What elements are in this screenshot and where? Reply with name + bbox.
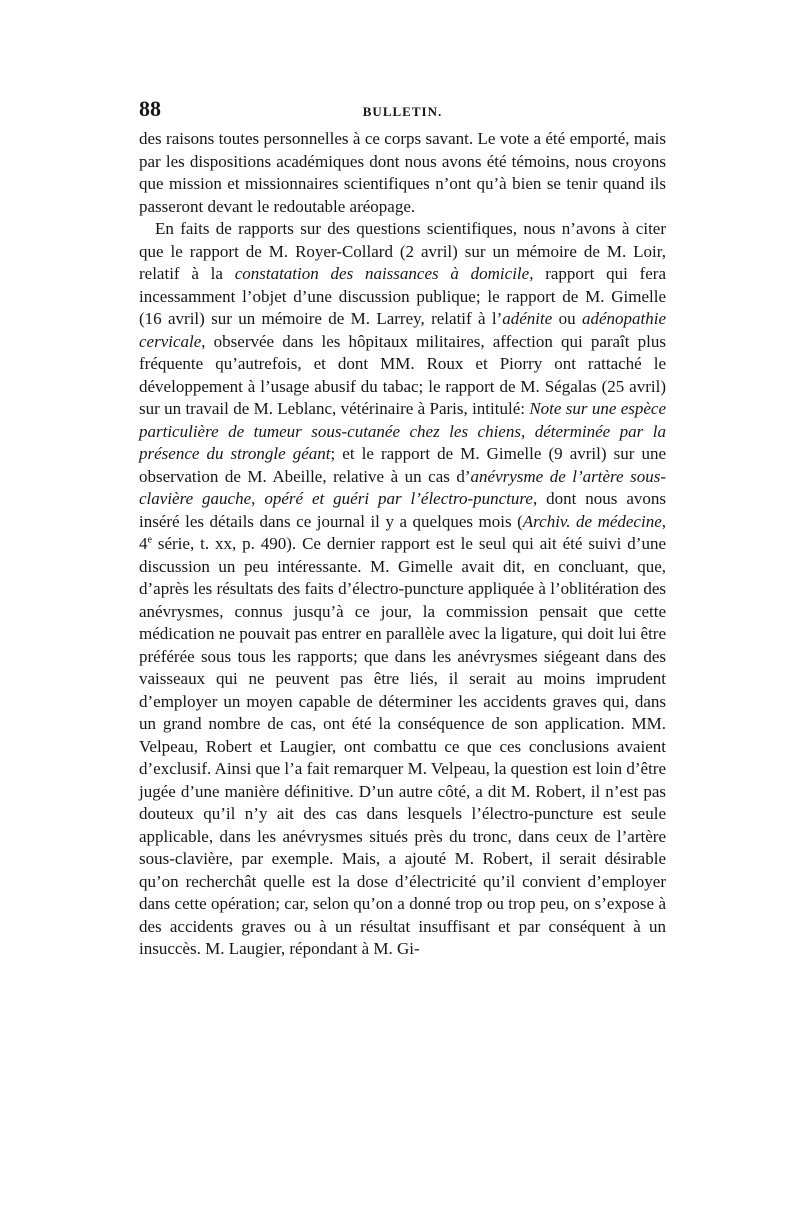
italic-text: adénite bbox=[502, 309, 553, 328]
body-text bbox=[139, 128, 666, 961]
text-run: ; et le rapport de M. Gimelle (9 avril) sur une observation de M. Abeille, relative à un cas d’ bbox=[139, 444, 666, 486]
text-run: des raisons toutes personnelles à ce corps savant. Le vote a été emporté, mais par les dispositions académiques dont nous avons été témoins, nous croyons que mission et missionnaires scientifiques n’ont qu’à bien se tenir quand ils passeront devant le redoutable aréopage. bbox=[139, 129, 666, 216]
paragraph bbox=[139, 128, 666, 218]
superscript-text: e bbox=[147, 534, 152, 546]
italic-text: Archiv. de médecine bbox=[522, 511, 662, 531]
italic-text: adénopathie cervicale bbox=[139, 309, 667, 351]
text-run: , dont nous avons inséré les détails dans ce journal il y a quelques mois ( bbox=[139, 489, 667, 531]
italic-text: anévrysme de l’artère sous-clavière gauche, opéré et guéri par l’électro-puncture bbox=[139, 466, 666, 508]
running-title: BULLETIN. bbox=[362, 104, 443, 119]
paragraph bbox=[139, 218, 666, 961]
text-run: , 4 bbox=[139, 511, 666, 553]
book-page bbox=[139, 96, 666, 961]
page-header bbox=[139, 96, 666, 126]
text-run: série, t. xx, p. 490). Ce dernier rapport est le seul qui ait été suivi d’une discussion un peu intéressante. M. Gimelle avait dit, en concluant, que, d’après les résultats des faits d’électro-puncture appliquée à l’oblitération des anévrysmes, connus jusqu’à ce jour, la commission pensait que cette médication ne pouvait pas entrer en parallèle avec la ligature, qui doit lui être préférée sous tous les rapports; que dans les anévrysmes siégeant dans des vaisseaux qui ne peuvent pas être liés, il serait au moins imprudent d’employer un moyen capable de déterminer les accidents graves qui, dans un grand nombre de cas, ont été la conséquence de son application. MM. Velpeau, Robert et Laugier, ont combattu ce que ces conclusions avaient d’exclusif. Ainsi que l’a fait remarquer M. Velpeau, la question est loin d’être jugée d’une manière définitive. D’un autre côté, a dit M. Robert, il n’est pas douteux qu’il n’y ait des cas dans lesquels l’électro-puncture est seule applicable, dans les anévrysmes situés près du tronc, dans ceux de l’artère sous-clavière, par exemple. Mais, a ajouté M. Robert, il serait désirable qu’on recherchât quelle est la dose d’électricité qu’il convient d’employer dans cette opération; car, selon qu’on a donné trop ou trop peu, on s’expose à des accidents graves ou à un résultat insuffisant et par conséquent à un insuccès. M. Laugier, répondant à M. Gi- bbox=[139, 534, 666, 958]
italic-text: constatation des naissances à domicile bbox=[234, 264, 530, 283]
page-number: 88 bbox=[139, 96, 161, 121]
text-run: , observée dans les hôpitaux militaires, affection qui paraît plus fréquente qu’autrefois, et dont MM. Roux et Piorry ont rattaché le développement à l’usage abusif du tabac; le rapport de M. Ségalas (25 avril) sur un travail de M. Leblanc, vétérinaire à Paris, intitulé: bbox=[139, 331, 666, 418]
text-run: , rapport qui fera incessamment l’objet d’une discussion publique; le rapport de M. Gimelle (16 avril) sur un mémoire de M. Larrey, relatif à l’ bbox=[139, 264, 666, 328]
italic-text: Note sur une espèce particulière de tumeur sous-cutanée chez les chiens, déterminée par la présence du strongle géant bbox=[139, 399, 666, 463]
text-run: ou bbox=[552, 309, 582, 328]
text-run: En faits de rapports sur des questions scientifiques, nous n’avons à citer que le rapport de M. Royer-Collard (2 avril) sur un mémoire de M. Loir, relatif à la bbox=[139, 219, 666, 283]
